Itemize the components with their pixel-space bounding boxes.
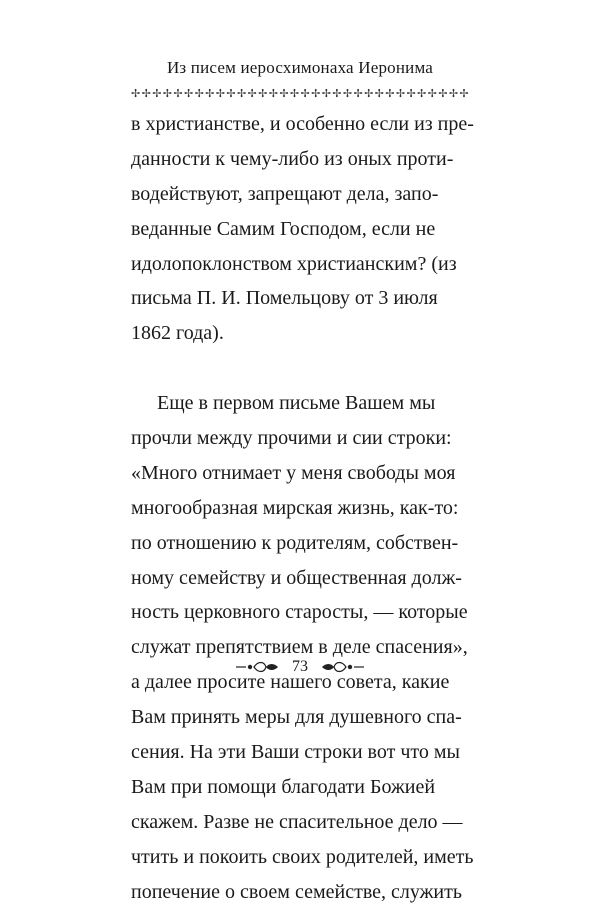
page-number: 73 — [292, 658, 308, 675]
text-line: письма П. И. Помельцову от 3 июля — [131, 287, 438, 310]
text-line: по отношению к родителям, собствен- — [131, 531, 459, 554]
ornament-cross-icon: ✢ — [279, 87, 289, 100]
text-line: служат препятствием в деле спасения», — [131, 636, 468, 659]
text-line: Вам при помощи благодати Божией — [131, 775, 436, 798]
ornament-cross-icon: ✢ — [268, 87, 278, 100]
text-line: ному семейству и общественная долж- — [131, 566, 462, 589]
ornament-cross-icon: ✢ — [131, 87, 141, 100]
ornament-cross-icon: ✢ — [289, 87, 300, 100]
text-line: сения. На эти Ваши строки вот что мы — [131, 741, 460, 764]
text-line: водействуют, запрещают дела, запо- — [131, 182, 439, 205]
ornament-cross-icon: ✢ — [374, 87, 384, 100]
ornament-cross-icon: ✢ — [417, 87, 427, 100]
ornament-cross-icon: ✢ — [427, 87, 437, 100]
text-line: 1862 года). — [131, 322, 224, 345]
ornament-cross-icon: ✢ — [342, 87, 353, 100]
ornament-cross-icon: ✢ — [173, 87, 183, 100]
text-line: ность церковного старосты, — которые — [131, 601, 468, 624]
ornament-cross-icon: ✢ — [236, 87, 247, 100]
text-line: чтить и покоить своих родителей, иметь — [131, 845, 474, 868]
folio — [0, 658, 600, 676]
text-line: попечение о своем семействе, служить — [131, 880, 462, 903]
ornament-cross-icon: ✢ — [194, 87, 204, 100]
ornament-cross-icon: ✢ — [141, 87, 151, 100]
right-flourish-icon — [320, 659, 366, 675]
ornament-cross-icon: ✢ — [385, 87, 395, 100]
ornament-cross-icon: ✢ — [395, 87, 406, 100]
ornament-cross-icon: ✢ — [311, 87, 321, 100]
ornament-cross-icon: ✢ — [406, 87, 416, 100]
text-line: данности к чему-либо из оных проти- — [131, 147, 454, 170]
paragraph — [131, 386, 474, 909]
text-line: Еще в первом письме Вашем мы — [157, 392, 436, 415]
text-line: многообразная мирская жизнь, как-то: — [131, 496, 459, 519]
ornament-cross-icon: ✢ — [247, 87, 257, 100]
text-line: в христианстве, и особенно если из пре- — [131, 113, 474, 135]
ornament-cross-icon: ✢ — [183, 87, 194, 100]
ornament-cross-icon: ✢ — [258, 87, 268, 100]
ornament-cross-icon: ✢ — [300, 87, 310, 100]
body-text — [131, 107, 474, 909]
ornament-cross-icon: ✢ — [459, 87, 469, 100]
paragraph — [131, 107, 474, 351]
running-head: Из писем иеросхимонаха Иеронима — [166, 58, 434, 77]
ornament-cross-icon: ✢ — [205, 87, 215, 100]
ornament-cross-icon: ✢ — [448, 87, 459, 100]
ornament-rule — [131, 86, 469, 100]
text-line: Вам принять меры для душевного спа- — [131, 706, 462, 729]
ornament-cross-icon: ✢ — [152, 87, 162, 100]
ornament-cross-icon: ✢ — [438, 87, 448, 100]
ornament-cross-icon: ✢ — [226, 87, 236, 100]
text-line: идолопоклонством христианским? (из — [131, 252, 457, 275]
text-line: прочли между прочими и сии строки: — [131, 427, 452, 450]
text-line: а далее просите нашего совета, какие — [131, 671, 450, 694]
text-line: «Много отнимает у меня свободы моя — [131, 461, 456, 484]
ornament-cross-icon: ✢ — [321, 87, 331, 100]
ornament-cross-icon: ✢ — [364, 87, 374, 100]
paragraph-gap — [131, 351, 471, 386]
text-line: скажем. Разве не спасительное дело — — [131, 810, 463, 833]
text-line: веданные Самим Господом, если не — [131, 217, 436, 240]
left-flourish-icon — [234, 659, 280, 675]
ornament-cross-icon: ✢ — [162, 87, 172, 100]
ornament-cross-icon: ✢ — [332, 87, 342, 100]
ornament-cross-icon: ✢ — [215, 87, 225, 100]
ornament-cross-icon: ✢ — [353, 87, 363, 100]
